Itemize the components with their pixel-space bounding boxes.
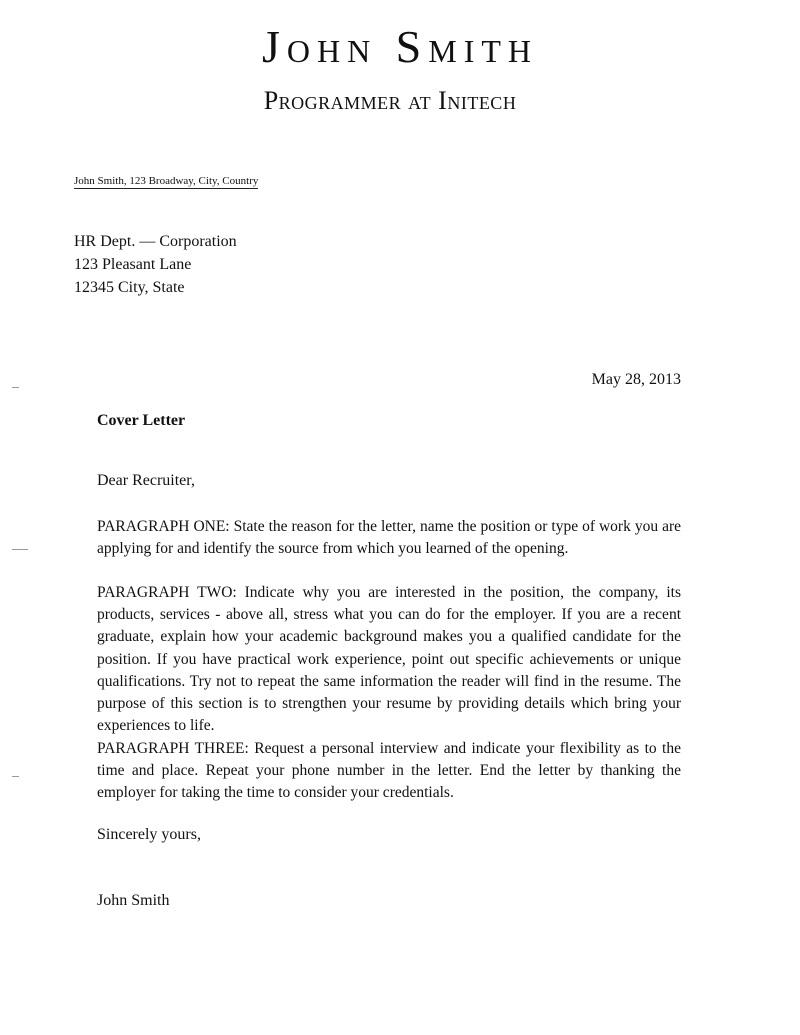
paragraph-one: PARAGRAPH ONE: State the reason for the letter, name the position or type of work you are applying for and identify the source from which you learned of the opening. [97,518,681,558]
recipient-line: 12345 City, State [74,279,185,296]
recipient-line: HR Dept. — Corporation [74,233,237,250]
signature-name: John Smith [97,892,170,909]
salutation: Dear Recruiter, [97,472,195,489]
fold-mark [12,776,19,777]
paragraph-three: PARAGRAPH THREE: Request a personal interview and indicate your flexibility as to the time and place. Repeat your phone number in the letter. End the letter by thanking the employer for taking the time to consider your credentials. [97,740,681,802]
sender-title: Programmer at Initech [263,86,517,115]
recipient-address [74,230,237,299]
letter-subject: Cover Letter [97,412,186,429]
closing: Sincerely yours, [97,826,201,843]
punch-mark [12,549,28,550]
return-address: John Smith, 123 Broadway, City, Country [74,175,259,187]
paragraph-two: PARAGRAPH TWO: Indicate why you are interested in the position, the company, its products, services - above all, stress what you can do for the employer. If you are a recent graduate, explain how your academic background makes you a qualified candidate for the position. If you have practical work experience, point out specific achievements or unique qualifications. Try not to repeat the same information the reader will find in the resume. The purpose of this section is to strengthen your resume by providing details which bring your experiences to life. [97,584,681,735]
letter-date: May 28, 2013 [591,371,681,388]
recipient-line: 123 Pleasant Lane [74,256,192,273]
sender-name: John Smith [261,21,539,72]
fold-mark [12,387,19,388]
